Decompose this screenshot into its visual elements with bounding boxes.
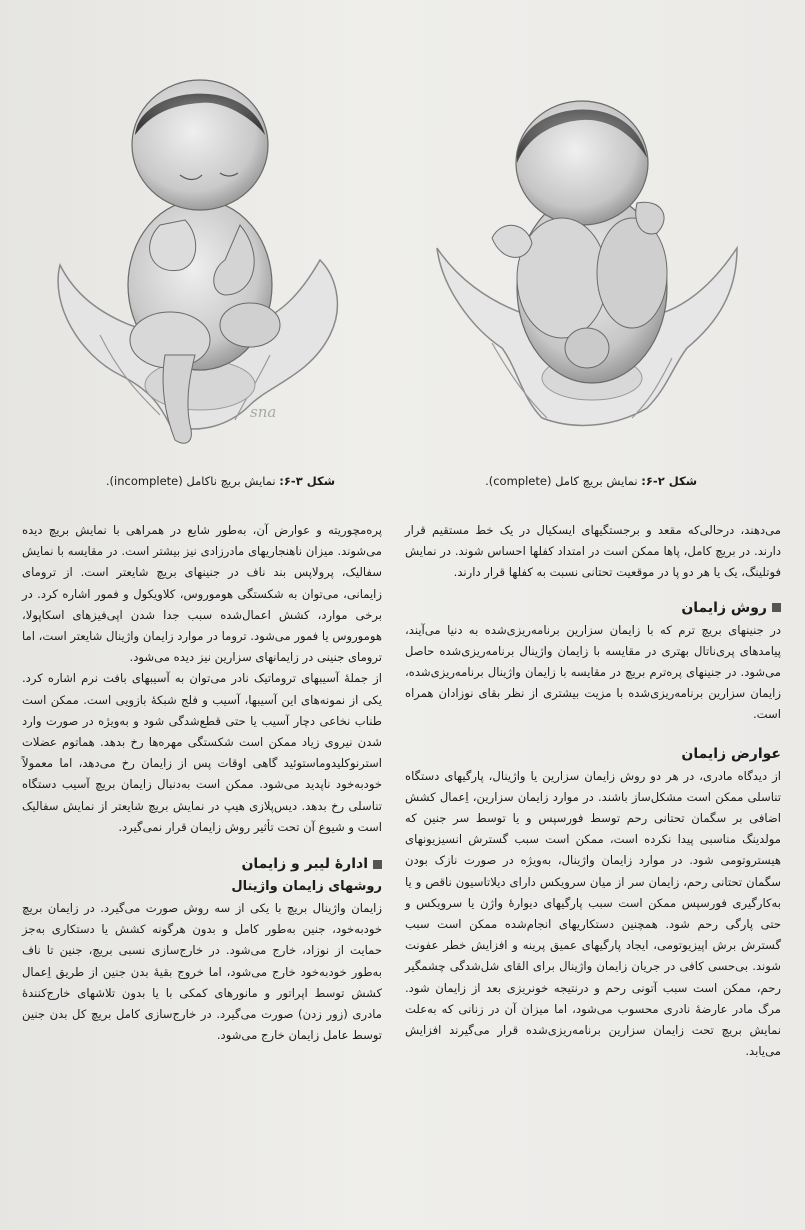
complications-paragraph: از دیدگاه مادری، در هر دو روش زایمان سزارین یا واژینال، پارگیهای دستگاه تناسلی ممکن است مشکل‌ساز باشند. در موارد زایمان سزارین، اِعمال کشش اضافی بر سگمان تحتانی رحم توسط فورسپس و یا توسط سر جنین که مولدینگ مناسبی پیدا نکرده است، ممکن است سبب گسترش انسیزیونهای هیستروتومی شود. در موارد زایمان واژینال، به‌ویژه در صورت نازک بودن سگمان تحتانی رحم، زایمان سر از میان سرویکس دارای دیلاتاسیون ناقص و یا به‌کارگیری فورسپس ممکن است سبب پارگیهای دیوارهٔ واژن یا سرویکس و حتی پارگی رحم شود. همچنین دستکاریهای انجام‌شده ممکن است سبب گسترش برش اپیزیوتومی، ایجاد پارگیهای عمیق پرینه و افزایش خطر عفونت شوند. بی‌حسی کافی در جریان زایمان واژینال برای القای شل‌شدگی چشمگیر رحم، ممکن است سبب آتونی رحم و درنتیجه خونریزی بعد از زایمان شود. مرگ مادر عارضهٔ نادری محسوب می‌شود، اما میزان آن در زنانی که به‌علت نمایش بریچ تحت زایمان سزارین برنامه‌ریزی‌شده قرار می‌گیرند افزایش می‌یابد. bbox=[405, 768, 781, 1059]
figure-caption-incomplete bbox=[106, 474, 335, 488]
paragraph-prematurity: پره‌مچوریته و عوارض آن، به‌طور شایع در همراهی با نمایش بریچ دیده می‌شوند. میزان ناهنجاریهای مادرزادی نیز بیشتر است. در مقایسه با نمایش سفالیک، پرولاپس بند ناف در جنینهای بریچ شایعتر است. از ترومای زایمانی، می‌توان به شکستگی هوموروس، کلاویکول و فمور اشاره کرد. در برخی موارد، کشش اعمال‌شده سبب جدا شدن اپی‌فیزهای اسکاپولا، هوموروس یا فمور می‌شود. تروما در موارد زایمان واژینال شایعتر است، اما ترومای جنینی در زایمانهای سزارین نیز دیده می‌شود. bbox=[21, 523, 382, 665]
section-heading-labor: ادارهٔ لیبر و زایمان bbox=[22, 852, 382, 876]
right-column bbox=[405, 520, 781, 1062]
figure-incomplete-breech bbox=[50, 55, 340, 455]
square-bullet-icon bbox=[373, 860, 382, 869]
delivery-paragraph: در جنینهای بریچ ترم که با زایمان سزارین برنامه‌ریزی‌شده به دنیا می‌آیند، پیامدهای پری‌ناتال بهتری در مقایسه با زایمان واژینال برنامه‌ریزی‌شده حاصل می‌شود. در جنینهای پره‌ترم بریچ در مقایسه با زایمان واژینال برنامه‌ریزی‌شده، زایمان سزارین برنامه‌ریزی‌شده با مزیت بیشتری از نظر بقای نوزادان همراه است. bbox=[405, 622, 781, 722]
caption-label: شکل ۳-۶: bbox=[279, 474, 335, 488]
paragraph-soft-tissue-trauma: از جملهٔ آسیبهای تروماتیک نادر می‌توان به آسیبهای بافت نرم اشاره کرد. یکی از نمونه‌های این آسیبها، آسیب و فلج شبکهٔ بازویی است. ممکن است طناب نخاعی دچار آسیب یا حتی قطع‌شدگی شود و به‌ویژه در صورت وارد شدن نیروی زیاد ممکن است شکستگی مهره‌ها رخ بدهد. هماتوم عضلات استرنوکلیدوماستوئید گاهی اوقات پس از زایمان رخ می‌دهد، اما معمولاً خودبه‌خود ناپدید می‌شود. ممکن است به‌دنبال زایمان بریچ آسیب دستگاه تناسلی رخ بدهد. دیس‌پلازی هیپ در نمایش بریچ شایعتر از نمایش سفالیک است و شیوع آن تحت تأثیر روش زایمان قرار نمی‌گیرد. bbox=[22, 671, 382, 834]
square-bullet-icon bbox=[772, 603, 781, 612]
figure-complete-breech bbox=[432, 78, 747, 438]
section-heading-delivery-method: روش زایمان bbox=[405, 596, 781, 620]
caption-text: نمایش بریچ ناکامل (incomplete). bbox=[105, 474, 276, 488]
artist-signature: sna bbox=[250, 403, 277, 421]
section-heading-complications: عوارض زایمان bbox=[681, 745, 781, 762]
left-column bbox=[22, 520, 382, 1046]
incomplete-breech-illustration bbox=[50, 55, 340, 455]
caption-text: نمایش بریچ کامل (complete). bbox=[485, 474, 638, 488]
complete-breech-illustration bbox=[432, 78, 747, 438]
paragraph-vaginal-delivery: زایمان واژینال بریچ با یکی از سه روش صورت می‌گیرد. در زایمان بریچ خودبه‌خود، جنین به‌طور کامل و بدون هرگونه کشش یا دستکاری به‌جز حمایت از نوزاد، خارج می‌شود. در خارج‌سازی نسبی بریچ، جنین تا ناف به‌طور خودبه‌خود خارج می‌شود، اما خروج بقیهٔ بدن جنین از طریق اِعمال کشش توسط اپراتور و مانورهای کمکی با یا بدون تلاشهای خارج‌کنندهٔ مادری (زور زدن) صورت می‌گیرد. در خارج‌سازی کامل بریچ کل بدن جنین توسط عامل زایمان خارج می‌شود. bbox=[22, 901, 382, 1043]
subheading-vaginal-methods: روشهای زایمان واژینال bbox=[231, 879, 382, 895]
figure-caption-complete bbox=[485, 474, 697, 488]
caption-label: شکل ۲-۶: bbox=[641, 474, 697, 488]
intro-paragraph: می‌دهند، درحالی‌که مقعد و برجستگیهای ایسکیال در یک خط مستقیم قرار دارند. در بریچ کامل، پاها ممکن است در امتداد کفلها احساس شوند. در نمایش فوتلینگ، یک یا هر دو پا در موقعیت تحتانی نسبت به کفلها قرار دارند. bbox=[405, 523, 781, 580]
